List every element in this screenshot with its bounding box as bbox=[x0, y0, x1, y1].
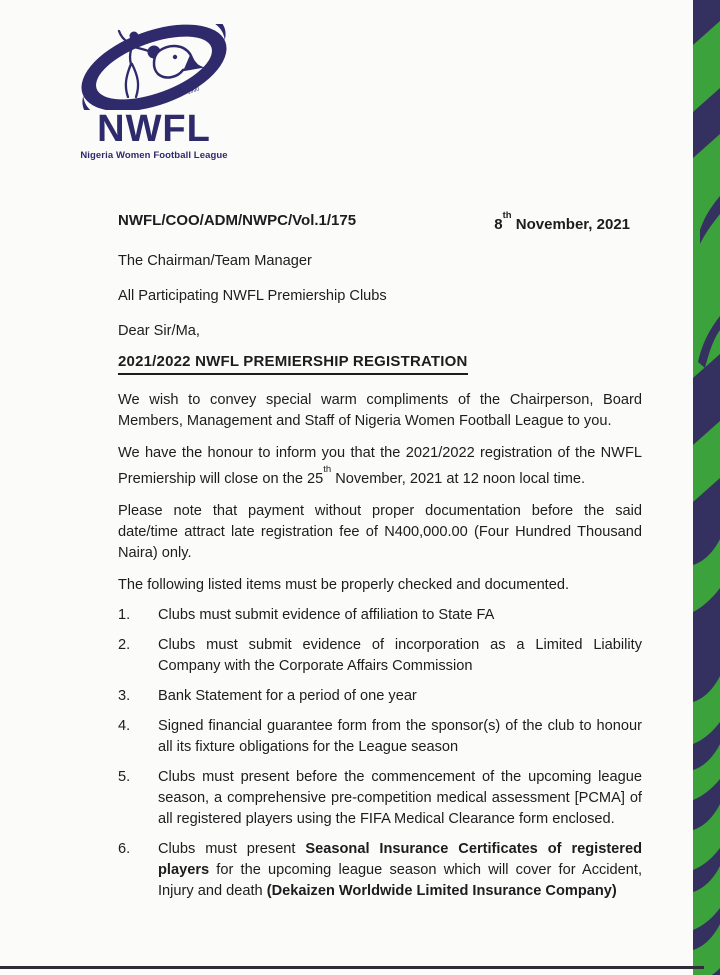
item-text: Clubs must submit evidence of affiliation to State FA bbox=[158, 606, 495, 623]
salutation: Dear Sir/Ma, bbox=[118, 323, 200, 339]
reference-row bbox=[118, 210, 642, 235]
list-item bbox=[118, 686, 642, 707]
item-number: 6. bbox=[118, 840, 131, 857]
item-text: Signed financial guarantee form from the sponsor(s) of the club to honour all its fixture obligations for the League season bbox=[158, 717, 642, 755]
paragraph-compliments: We wish to convey special warm compliments of the Chairperson, Board Members, Management and Staff of Nigeria Women Football League to you. bbox=[118, 392, 642, 429]
list-item bbox=[118, 767, 642, 830]
paragraph-deadline: We have the honour to inform you that the 2021/2022 registration of the NWFL Premiership will close on the 25th November, 2021 at 12 noon local time. bbox=[118, 445, 642, 487]
reference-number: NWFL/COO/ADM/NWPC/Vol.1/175 bbox=[118, 212, 357, 229]
zebra-stripe-icon bbox=[693, 0, 720, 975]
list-item bbox=[118, 839, 642, 902]
logo-tagline: Nigeria Women Football League bbox=[80, 150, 228, 161]
deadline-ordinal: th bbox=[323, 464, 332, 475]
logo-year-mark: 1990 bbox=[186, 86, 201, 96]
scan-bottom-edge bbox=[0, 966, 704, 969]
bold-insurer-name: (Dekaizen Worldwide Limited Insurance Company) bbox=[266, 882, 617, 899]
item-text: Clubs must submit evidence of incorporation as a Limited Liability Company with the Corporate Affairs Commission bbox=[158, 636, 642, 674]
paragraph-checklist-intro: The following listed items must be properly checked and documented. bbox=[118, 576, 570, 593]
letter-date: 8th November, 2021 bbox=[494, 210, 630, 233]
item-text: Clubs must present Seasonal Insurance Certificates of registered players for the upcoming league season which will cover for Accident, Injury and death (Dekaizen Worldwide Limited Insurance Company) bbox=[158, 840, 643, 899]
logo-acronym: NWFL bbox=[97, 108, 211, 150]
subject-heading: 2021/2022 NWFL PREMIERSHIP REGISTRATION bbox=[118, 351, 642, 375]
item-number: 1. bbox=[118, 606, 131, 623]
item-text: Clubs must present before the commencement of the upcoming league season, a comprehensive pre-competition medical assessment [PCMA] of all registered players using the FIFA Medical Clearance form enclosed. bbox=[158, 768, 642, 827]
logo-emblem-icon bbox=[72, 24, 236, 110]
zebra-stripe-border bbox=[693, 0, 720, 975]
nwfl-logo bbox=[70, 24, 238, 161]
recipient-group: All Participating NWFL Premiership Clubs bbox=[118, 288, 387, 304]
item-number: 4. bbox=[118, 717, 131, 734]
item-number: 5. bbox=[118, 768, 131, 785]
item-number: 3. bbox=[118, 687, 131, 704]
list-item bbox=[118, 716, 642, 758]
item-text: Bank Statement for a period of one year bbox=[158, 687, 417, 704]
recipient-title: The Chairman/Team Manager bbox=[118, 253, 312, 269]
paragraph-late-fee: Please note that payment without proper documentation before the said date/time attract late registration fee of N400,000.00 (Four Hundred Thousand Naira) only. bbox=[118, 502, 642, 561]
letter-body bbox=[118, 210, 642, 911]
requirements-list bbox=[118, 605, 642, 902]
item-number: 2. bbox=[118, 636, 131, 653]
date-ordinal: th bbox=[502, 210, 512, 221]
list-item bbox=[118, 635, 642, 677]
list-item bbox=[118, 605, 642, 626]
bold-insurance-phrase: Seasonal Insurance Certificates of registered players bbox=[158, 840, 643, 878]
